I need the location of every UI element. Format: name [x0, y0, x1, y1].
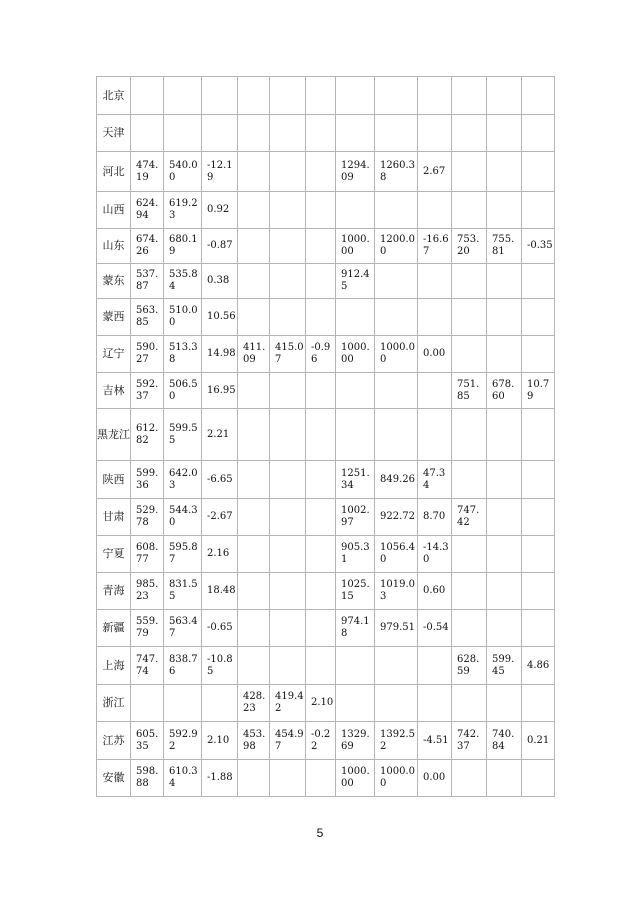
table-cell-value: [270, 461, 306, 499]
table-cell-value: [336, 192, 375, 229]
table-cell-value: 985.23: [131, 573, 164, 610]
table-row: [97, 760, 555, 797]
table-cell-value: 1000.00: [375, 336, 418, 373]
table-cell-value: 610.34: [164, 760, 202, 797]
table-cell-value: 0.38: [202, 264, 238, 299]
table-cell-value: 595.87: [164, 536, 202, 573]
table-row: [97, 299, 555, 336]
table-cell-value: [306, 499, 336, 536]
table-cell-province: 蒙东: [97, 264, 131, 299]
table-cell-value: [418, 77, 452, 115]
table-cell-value: 544.30: [164, 499, 202, 536]
table-cell-province: 新疆: [97, 610, 131, 647]
table-cell-value: [452, 536, 487, 573]
table-cell-value: [238, 152, 270, 192]
table-cell-value: [487, 152, 522, 192]
table-cell-value: 559.79: [131, 610, 164, 647]
table-cell-value: [306, 115, 336, 152]
table-row: [97, 115, 555, 152]
table-cell-province: 安徽: [97, 760, 131, 797]
table-cell-value: [418, 647, 452, 685]
table-cell-value: [306, 573, 336, 610]
table-cell-value: 849.26: [375, 461, 418, 499]
table-cell-value: [418, 299, 452, 336]
table-cell-value: [375, 192, 418, 229]
table-cell-value: 598.88: [131, 760, 164, 797]
table-cell-value: 599.55: [164, 409, 202, 461]
table-cell-value: [306, 152, 336, 192]
table-cell-value: 537.87: [131, 264, 164, 299]
table-cell-value: 1000.00: [336, 336, 375, 373]
table-cell-value: 680.19: [164, 229, 202, 264]
table-row: [97, 77, 555, 115]
table-cell-value: 453.98: [238, 722, 270, 760]
table-cell-value: [375, 647, 418, 685]
table-cell-value: [336, 373, 375, 409]
table-cell-value: [487, 77, 522, 115]
table-cell-value: 2.10: [202, 722, 238, 760]
table-cell-value: [270, 77, 306, 115]
table-cell-value: 592.37: [131, 373, 164, 409]
table-cell-value: [487, 499, 522, 536]
table-cell-value: -0.35: [522, 229, 555, 264]
table-row: [97, 152, 555, 192]
table-cell-value: [131, 685, 164, 722]
table-cell-value: 474.19: [131, 152, 164, 192]
table-cell-value: [131, 115, 164, 152]
table-cell-value: [522, 461, 555, 499]
table-cell-value: [418, 115, 452, 152]
table-row: [97, 461, 555, 499]
table-cell-value: 751.85: [452, 373, 487, 409]
table-cell-value: [238, 610, 270, 647]
table-cell-value: 922.72: [375, 499, 418, 536]
table-cell-province: 吉林: [97, 373, 131, 409]
table-cell-value: -2.67: [202, 499, 238, 536]
table-cell-value: 905.31: [336, 536, 375, 573]
table-row: [97, 192, 555, 229]
table-cell-value: 1251.34: [336, 461, 375, 499]
table-row: [97, 409, 555, 461]
table-cell-value: [487, 685, 522, 722]
price-data-table: [96, 76, 555, 797]
table-cell-value: [452, 264, 487, 299]
table-cell-value: 755.81: [487, 229, 522, 264]
table-cell-province: 北京: [97, 77, 131, 115]
table-cell-value: 979.51: [375, 610, 418, 647]
table-cell-value: 838.76: [164, 647, 202, 685]
table-cell-value: [418, 409, 452, 461]
table-cell-value: [238, 192, 270, 229]
table-row: [97, 722, 555, 760]
table-cell-value: 1329.69: [336, 722, 375, 760]
table-cell-value: 0.60: [418, 573, 452, 610]
table-cell-province: 江苏: [97, 722, 131, 760]
table-cell-province: 青海: [97, 573, 131, 610]
table-cell-value: 428.23: [238, 685, 270, 722]
table-cell-value: [336, 77, 375, 115]
table-cell-value: [522, 115, 555, 152]
table-cell-value: 529.78: [131, 499, 164, 536]
table-cell-value: [270, 536, 306, 573]
table-cell-province: 辽宁: [97, 336, 131, 373]
table-cell-value: [270, 229, 306, 264]
table-cell-value: 612.82: [131, 409, 164, 461]
table-cell-value: [202, 685, 238, 722]
table-cell-value: 535.84: [164, 264, 202, 299]
table-cell-value: 2.16: [202, 536, 238, 573]
table-cell-province: 蒙西: [97, 299, 131, 336]
table-cell-value: [522, 336, 555, 373]
table-cell-value: 642.03: [164, 461, 202, 499]
table-cell-value: 454.97: [270, 722, 306, 760]
table-cell-value: 419.42: [270, 685, 306, 722]
table-cell-province: 河北: [97, 152, 131, 192]
table-cell-value: 14.98: [202, 336, 238, 373]
table-cell-value: [336, 647, 375, 685]
table-cell-value: [522, 536, 555, 573]
table-cell-value: [306, 610, 336, 647]
table-cell-value: [452, 192, 487, 229]
table-cell-value: 624.94: [131, 192, 164, 229]
table-cell-value: [487, 760, 522, 797]
table-cell-value: [522, 409, 555, 461]
table-cell-value: 605.35: [131, 722, 164, 760]
table-cell-value: [306, 229, 336, 264]
table-body: [97, 77, 555, 797]
table-cell-value: [418, 685, 452, 722]
table-cell-value: [270, 610, 306, 647]
table-cell-value: 740.84: [487, 722, 522, 760]
table-cell-value: -4.51: [418, 722, 452, 760]
table-cell-value: 1025.15: [336, 573, 375, 610]
table-cell-value: 2.21: [202, 409, 238, 461]
table-row: [97, 499, 555, 536]
table-cell-value: [270, 299, 306, 336]
table-cell-value: 1002.97: [336, 499, 375, 536]
table-row: [97, 685, 555, 722]
page-number: 5: [316, 826, 324, 840]
table-cell-value: 1260.38: [375, 152, 418, 192]
table-cell-value: [270, 373, 306, 409]
table-cell-value: [452, 461, 487, 499]
table-cell-value: 1000.00: [336, 229, 375, 264]
table-cell-value: 590.27: [131, 336, 164, 373]
table-cell-value: [238, 299, 270, 336]
table-cell-value: [306, 409, 336, 461]
table-cell-value: [452, 152, 487, 192]
table-cell-value: -10.85: [202, 647, 238, 685]
table-cell-value: 0.21: [522, 722, 555, 760]
table-cell-value: [336, 685, 375, 722]
table-cell-value: 540.00: [164, 152, 202, 192]
table-cell-value: -6.65: [202, 461, 238, 499]
table-cell-value: [452, 685, 487, 722]
table-cell-value: [522, 610, 555, 647]
table-cell-province: 山东: [97, 229, 131, 264]
table-cell-value: -0.96: [306, 336, 336, 373]
table-cell-value: 742.37: [452, 722, 487, 760]
table-cell-value: [375, 264, 418, 299]
table-row: [97, 336, 555, 373]
table-cell-value: [336, 299, 375, 336]
table-cell-value: 513.38: [164, 336, 202, 373]
table-cell-value: [270, 647, 306, 685]
table-cell-value: 628.59: [452, 647, 487, 685]
table-cell-value: [270, 264, 306, 299]
table-cell-value: [238, 461, 270, 499]
table-cell-value: [487, 536, 522, 573]
table-cell-value: [306, 192, 336, 229]
table-cell-value: [270, 409, 306, 461]
table-cell-value: [238, 536, 270, 573]
table-cell-value: [202, 115, 238, 152]
table-cell-value: 8.70: [418, 499, 452, 536]
table-cell-value: [336, 115, 375, 152]
table-cell-value: 18.48: [202, 573, 238, 610]
table-cell-value: [306, 299, 336, 336]
table-cell-value: [487, 409, 522, 461]
table-row: [97, 373, 555, 409]
table-cell-value: [131, 77, 164, 115]
table-cell-value: 974.18: [336, 610, 375, 647]
table-cell-value: -16.67: [418, 229, 452, 264]
table-cell-value: [306, 536, 336, 573]
table-cell-value: 47.34: [418, 461, 452, 499]
table-cell-value: 1200.00: [375, 229, 418, 264]
table-cell-value: [375, 299, 418, 336]
table-cell-value: [164, 685, 202, 722]
table-cell-value: 415.07: [270, 336, 306, 373]
table-cell-value: [306, 77, 336, 115]
table-row: [97, 264, 555, 299]
table-cell-value: 411.09: [238, 336, 270, 373]
table-cell-value: 1019.03: [375, 573, 418, 610]
table-cell-value: 10.56: [202, 299, 238, 336]
table-cell-value: [375, 409, 418, 461]
table-cell-value: -0.65: [202, 610, 238, 647]
table-cell-value: 2.67: [418, 152, 452, 192]
table-cell-province: 浙江: [97, 685, 131, 722]
table-cell-value: [375, 115, 418, 152]
table-cell-value: -0.54: [418, 610, 452, 647]
table-cell-province: 上海: [97, 647, 131, 685]
table-cell-value: [418, 373, 452, 409]
table-cell-value: 592.92: [164, 722, 202, 760]
table-cell-value: [238, 373, 270, 409]
table-cell-value: 563.47: [164, 610, 202, 647]
table-cell-value: [270, 115, 306, 152]
table-cell-province: 宁夏: [97, 536, 131, 573]
table-cell-province: 黑龙江: [97, 409, 131, 461]
table-cell-value: [487, 461, 522, 499]
table-cell-value: [238, 229, 270, 264]
table-cell-province: 天津: [97, 115, 131, 152]
table-cell-value: 747.74: [131, 647, 164, 685]
table-cell-value: 599.36: [131, 461, 164, 499]
table-cell-value: [522, 573, 555, 610]
table-cell-value: 912.45: [336, 264, 375, 299]
table-cell-value: [270, 760, 306, 797]
table-cell-value: 563.85: [131, 299, 164, 336]
table-cell-value: [238, 115, 270, 152]
table-cell-value: [522, 152, 555, 192]
table-cell-value: [487, 336, 522, 373]
table-cell-province: 山西: [97, 192, 131, 229]
table-cell-value: [487, 264, 522, 299]
table-cell-value: 1294.09: [336, 152, 375, 192]
table-cell-value: [418, 192, 452, 229]
table-cell-value: [418, 264, 452, 299]
table-cell-value: 0.00: [418, 336, 452, 373]
table-cell-value: [452, 610, 487, 647]
table-cell-value: [452, 760, 487, 797]
table-cell-value: 608.77: [131, 536, 164, 573]
table-cell-value: [452, 299, 487, 336]
table-cell-value: [270, 192, 306, 229]
table-cell-value: 747.42: [452, 499, 487, 536]
table-row: [97, 647, 555, 685]
table-cell-value: [306, 647, 336, 685]
table-cell-value: [238, 499, 270, 536]
table-cell-value: [522, 192, 555, 229]
table-row: [97, 573, 555, 610]
table-cell-value: [522, 299, 555, 336]
table-cell-value: [487, 192, 522, 229]
table-cell-value: [202, 77, 238, 115]
table-cell-value: [238, 760, 270, 797]
table-cell-value: [452, 77, 487, 115]
table-cell-value: [452, 336, 487, 373]
table-cell-value: [522, 685, 555, 722]
table-cell-value: 831.55: [164, 573, 202, 610]
table-cell-value: 16.95: [202, 373, 238, 409]
table-cell-value: [164, 77, 202, 115]
table-cell-value: 2.10: [306, 685, 336, 722]
table-cell-value: 1392.52: [375, 722, 418, 760]
table-cell-value: [270, 152, 306, 192]
table-cell-value: [522, 77, 555, 115]
table-cell-value: [270, 573, 306, 610]
table-cell-value: [522, 760, 555, 797]
table-row: [97, 229, 555, 264]
table-cell-province: 甘肃: [97, 499, 131, 536]
table-cell-value: [238, 573, 270, 610]
table-cell-value: [306, 760, 336, 797]
table-cell-value: [306, 461, 336, 499]
table-cell-value: [306, 373, 336, 409]
table-cell-value: [164, 115, 202, 152]
table-cell-value: -14.30: [418, 536, 452, 573]
table-row: [97, 536, 555, 573]
table-cell-value: 4.86: [522, 647, 555, 685]
table-cell-value: 10.79: [522, 373, 555, 409]
table-cell-value: 1000.00: [375, 760, 418, 797]
table-cell-value: [487, 610, 522, 647]
table-cell-value: 510.00: [164, 299, 202, 336]
table-cell-value: 619.23: [164, 192, 202, 229]
table-cell-value: [522, 499, 555, 536]
table-cell-value: [487, 115, 522, 152]
table-cell-value: 599.45: [487, 647, 522, 685]
table-cell-value: 506.50: [164, 373, 202, 409]
table-cell-value: 678.60: [487, 373, 522, 409]
table-cell-value: -0.87: [202, 229, 238, 264]
table-cell-value: [452, 573, 487, 610]
table-cell-value: 1000.00: [336, 760, 375, 797]
table-cell-value: 753.20: [452, 229, 487, 264]
table-cell-value: 0.92: [202, 192, 238, 229]
table-cell-value: [452, 409, 487, 461]
table-cell-value: [452, 115, 487, 152]
table-cell-value: -12.19: [202, 152, 238, 192]
table-cell-value: [375, 685, 418, 722]
table-cell-value: [238, 409, 270, 461]
table-cell-value: [487, 573, 522, 610]
table-row: [97, 610, 555, 647]
table-cell-value: 674.26: [131, 229, 164, 264]
table-cell-value: [238, 264, 270, 299]
table-cell-value: -0.22: [306, 722, 336, 760]
table-cell-value: -1.88: [202, 760, 238, 797]
table-cell-value: [522, 264, 555, 299]
table-cell-value: [270, 499, 306, 536]
table-cell-value: 1056.40: [375, 536, 418, 573]
table-cell-value: [375, 373, 418, 409]
table-cell-value: [336, 409, 375, 461]
table-cell-value: [306, 264, 336, 299]
table-cell-value: 0.00: [418, 760, 452, 797]
table-cell-value: [238, 647, 270, 685]
table-cell-value: [487, 299, 522, 336]
table-cell-value: [238, 77, 270, 115]
table-cell-value: [375, 77, 418, 115]
table-cell-province: 陕西: [97, 461, 131, 499]
